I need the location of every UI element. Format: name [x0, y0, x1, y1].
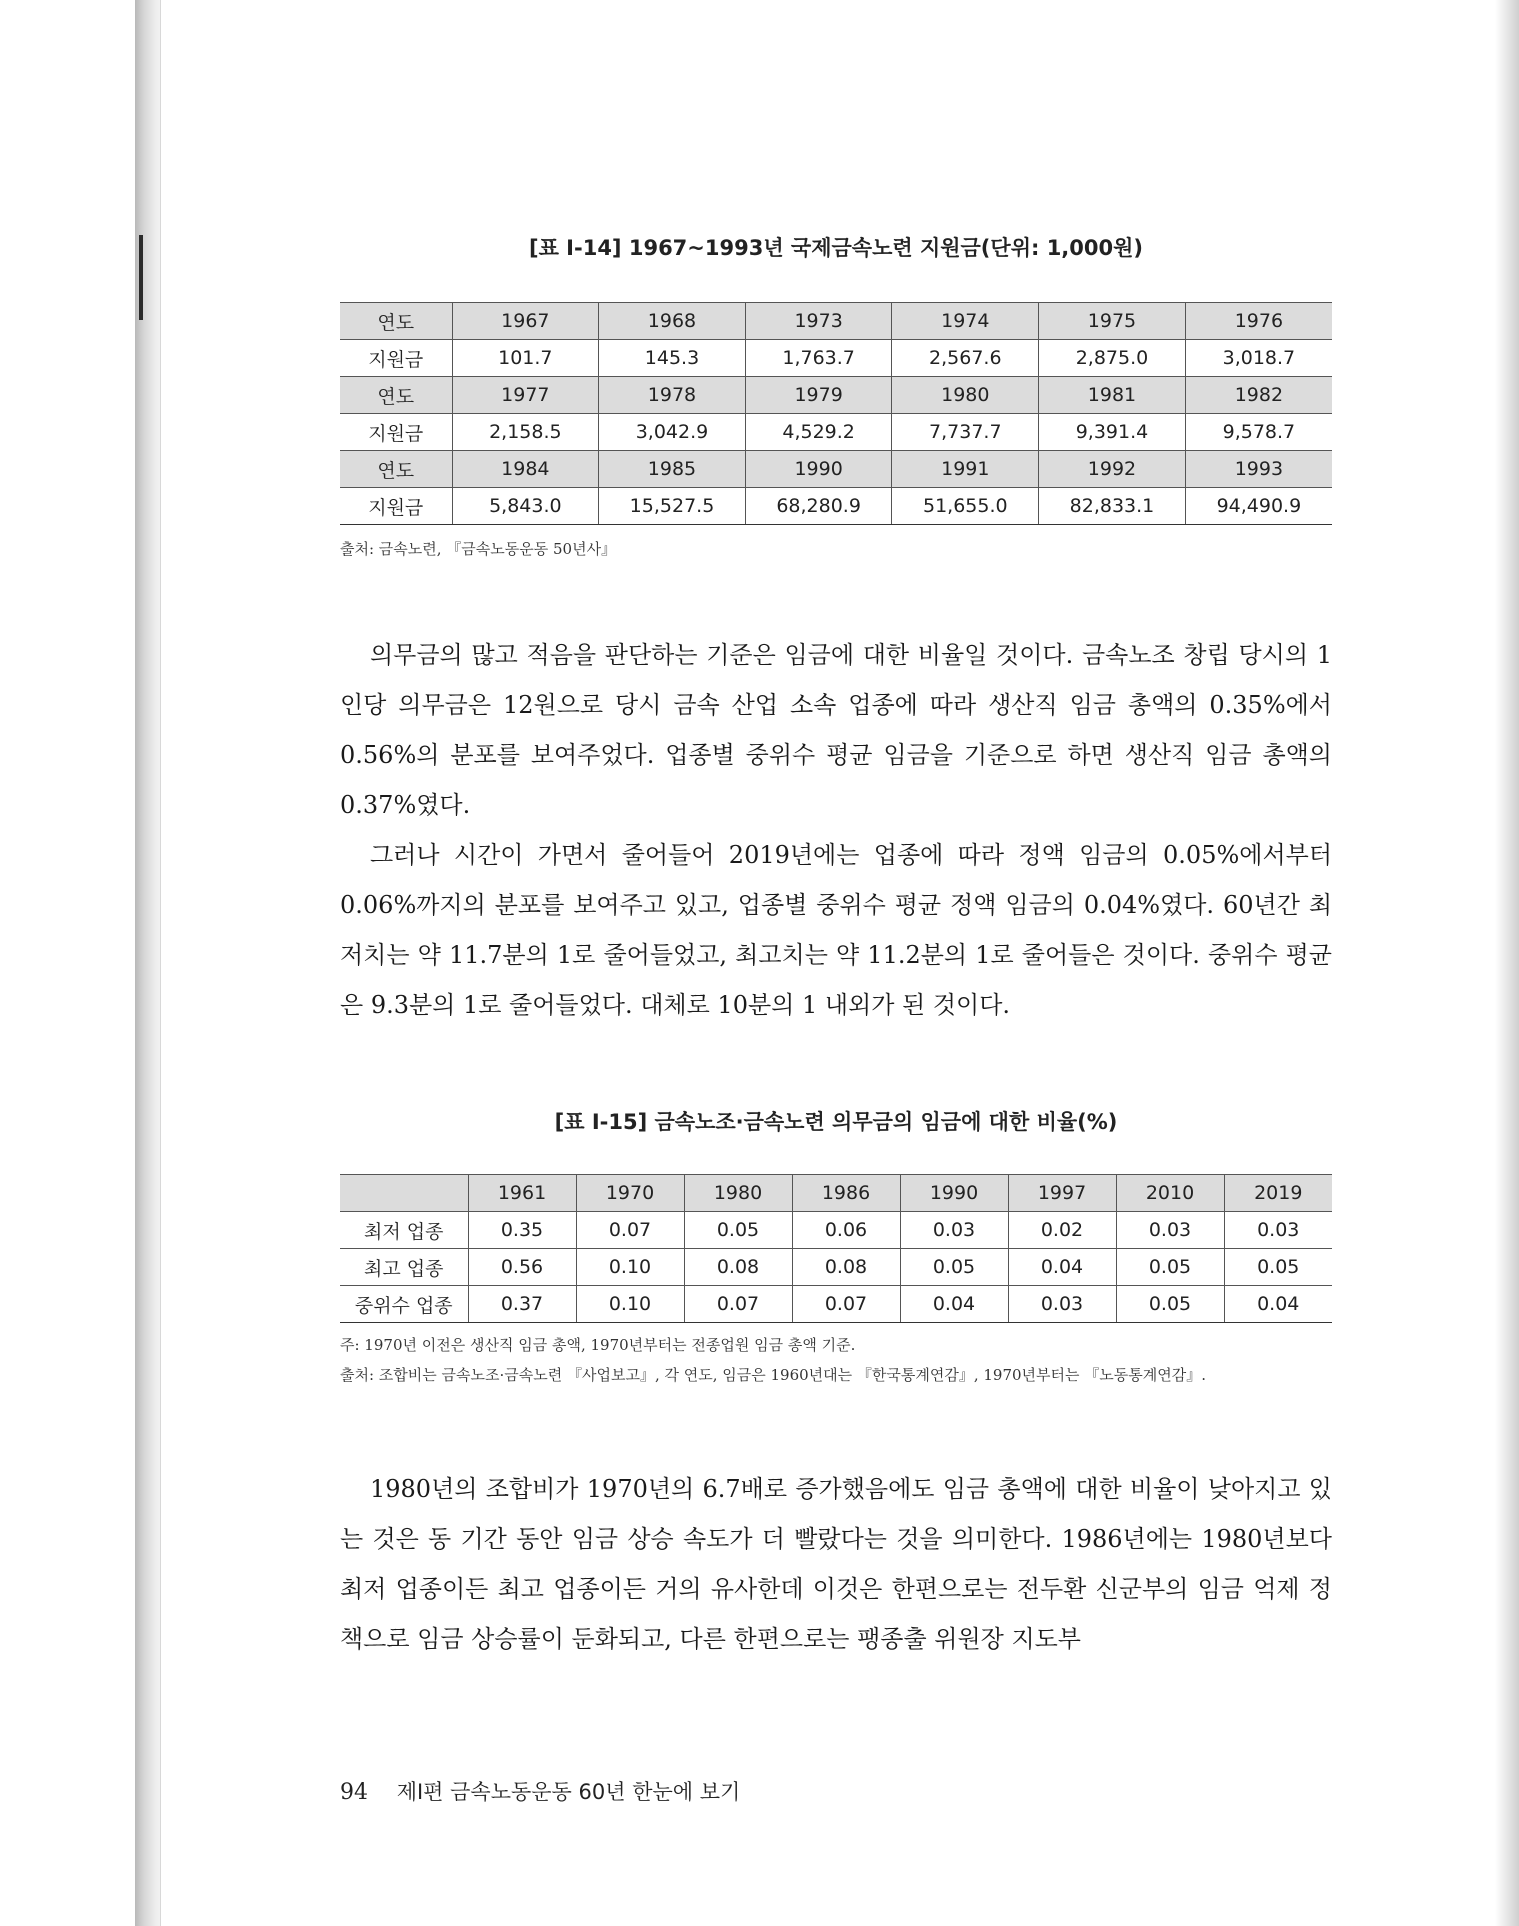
table-cell: 1973 — [745, 303, 892, 340]
table-cell: 0.07 — [792, 1286, 900, 1323]
table-cell: 0.03 — [1008, 1286, 1116, 1323]
table-cell: 0.03 — [1224, 1212, 1332, 1249]
body-text-2 — [340, 1464, 1332, 1664]
table-cell: 5,843.0 — [452, 488, 599, 525]
table-cell: 0.10 — [576, 1249, 684, 1286]
table1 — [340, 302, 1332, 525]
table-cell: 1974 — [892, 303, 1039, 340]
table-cell: 1968 — [599, 303, 746, 340]
table-header-cell: 1970 — [576, 1175, 684, 1212]
table-cell: 15,527.5 — [599, 488, 746, 525]
table-cell: 0.08 — [684, 1249, 792, 1286]
table-cell: 3,018.7 — [1185, 340, 1332, 377]
body-text-1 — [340, 630, 1332, 1030]
table-cell: 0.08 — [792, 1249, 900, 1286]
table2-note: 주: 1970년 이전은 생산직 임금 총액, 1970년부터는 전종업원 임금 총액 기준. — [340, 1336, 856, 1354]
table1-source: 출처: 금속노련, 『금속노동운동 50년사』 — [340, 540, 617, 558]
page-edge-shadow — [1495, 0, 1519, 1926]
table-cell: 0.05 — [684, 1212, 792, 1249]
table-row — [340, 451, 1332, 488]
table-cell: 지원금 — [340, 488, 452, 525]
table-cell: 4,529.2 — [745, 414, 892, 451]
table-cell: 1979 — [745, 377, 892, 414]
table-cell: 1985 — [599, 451, 746, 488]
binding-mark — [139, 235, 143, 320]
table1-caption: [표 Ⅰ-14] 1967~1993년 국제금속노련 지원금(단위: 1,000원) — [528, 236, 1143, 260]
paragraph: 의무금의 많고 적음을 판단하는 기준은 임금에 대한 비율일 것이다. 금속노조 창립 당시의 1인당 의무금은 12원으로 당시 금속 산업 소속 업종에 따라 생산직 임금 총액의 0.35%에서 0.56%의 분포를 보여주었다. 업종별 중위수 평균 임금을 기준으로 하면 생산직 임금 총액의 0.37%였다. — [340, 641, 1332, 819]
table2-source: 출처: 조합비는 금속노조·금속노련 『사업보고』, 각 연도, 임금은 1960년대는 『한국통계연감』, 1970년부터는 『노동통계연감』. — [340, 1366, 1206, 1384]
table-cell: 0.05 — [1224, 1249, 1332, 1286]
table-cell: 9,578.7 — [1185, 414, 1332, 451]
table-row — [340, 1286, 1332, 1323]
table-cell: 최고 업종 — [340, 1249, 468, 1286]
table-cell: 0.05 — [900, 1249, 1008, 1286]
table-cell: 0.07 — [576, 1212, 684, 1249]
table-cell: 0.06 — [792, 1212, 900, 1249]
table-header-cell: 2010 — [1116, 1175, 1224, 1212]
table-cell: 0.04 — [900, 1286, 1008, 1323]
table-cell: 1992 — [1039, 451, 1186, 488]
table-cell: 0.07 — [684, 1286, 792, 1323]
table-cell: 1,763.7 — [745, 340, 892, 377]
table-cell: 2,158.5 — [452, 414, 599, 451]
table-cell: 1981 — [1039, 377, 1186, 414]
table-cell: 0.04 — [1224, 1286, 1332, 1323]
table-header-cell: 2019 — [1224, 1175, 1332, 1212]
table-row — [340, 1212, 1332, 1249]
table-header-cell: 1980 — [684, 1175, 792, 1212]
table-cell: 1978 — [599, 377, 746, 414]
table-row — [340, 340, 1332, 377]
section-title: 제Ⅰ편 금속노동운동 60년 한눈에 보기 — [396, 1780, 741, 1804]
table-cell: 0.37 — [468, 1286, 576, 1323]
table-header-cell: 1961 — [468, 1175, 576, 1212]
table-cell: 0.56 — [468, 1249, 576, 1286]
table-cell: 0.35 — [468, 1212, 576, 1249]
table-cell: 1990 — [745, 451, 892, 488]
table-cell: 51,655.0 — [892, 488, 1039, 525]
table-cell: 0.02 — [1008, 1212, 1116, 1249]
table-cell: 2,875.0 — [1039, 340, 1186, 377]
table-cell: 연도 — [340, 303, 452, 340]
table-cell: 2,567.6 — [892, 340, 1039, 377]
table-cell: 0.05 — [1116, 1249, 1224, 1286]
table-row — [340, 377, 1332, 414]
table-row — [340, 488, 1332, 525]
table-header-cell — [340, 1175, 468, 1212]
table-row — [340, 1249, 1332, 1286]
table2 — [340, 1174, 1332, 1323]
table-cell: 1980 — [892, 377, 1039, 414]
table-cell: 0.10 — [576, 1286, 684, 1323]
table-cell: 0.03 — [1116, 1212, 1224, 1249]
table-cell: 지원금 — [340, 414, 452, 451]
paragraph: 1980년의 조합비가 1970년의 6.7배로 증가했음에도 임금 총액에 대한 비율이 낮아지고 있는 것은 동 기간 동안 임금 상승 속도가 더 빨랐다는 것을 의미한다. 1986년에는 1980년보다 최저 업종이든 최고 업종이든 거의 유사한데 이것은 한편으로는 전두환 신군부의 임금 억제 정책으로 임금 상승률이 둔화되고, 다른 한편으로는 팽종출 위원장 지도부 — [340, 1475, 1332, 1653]
table-cell: 1975 — [1039, 303, 1186, 340]
table-cell: 연도 — [340, 451, 452, 488]
table2-caption: [표 Ⅰ-15] 금속노조·금속노련 의무금의 임금에 대한 비율(%) — [554, 1110, 1118, 1134]
table-cell: 지원금 — [340, 340, 452, 377]
page-number: 94 — [340, 1780, 368, 1805]
table-cell: 1982 — [1185, 377, 1332, 414]
table-header-cell: 1986 — [792, 1175, 900, 1212]
table-cell: 최저 업종 — [340, 1212, 468, 1249]
table-header-cell: 1990 — [900, 1175, 1008, 1212]
table-cell: 1976 — [1185, 303, 1332, 340]
table-cell: 3,042.9 — [599, 414, 746, 451]
page-footer — [340, 1776, 740, 1806]
table-cell: 7,737.7 — [892, 414, 1039, 451]
table-cell: 68,280.9 — [745, 488, 892, 525]
table-cell: 1991 — [892, 451, 1039, 488]
table-cell: 0.03 — [900, 1212, 1008, 1249]
table-cell: 94,490.9 — [1185, 488, 1332, 525]
table-cell: 1967 — [452, 303, 599, 340]
table-cell: 82,833.1 — [1039, 488, 1186, 525]
table-cell: 9,391.4 — [1039, 414, 1186, 451]
table-cell: 1993 — [1185, 451, 1332, 488]
table-cell: 1977 — [452, 377, 599, 414]
table-cell: 101.7 — [452, 340, 599, 377]
table-cell: 0.05 — [1116, 1286, 1224, 1323]
table-cell: 중위수 업종 — [340, 1286, 468, 1323]
paragraph: 그러나 시간이 가면서 줄어들어 2019년에는 업종에 따라 정액 임금의 0.05%에서부터 0.06%까지의 분포를 보여주고 있고, 업종별 중위수 평균 정액 임금의 0.04%였다. 60년간 최저치는 약 11.7분의 1로 줄어들었고, 최고치는 약 11.2분의 1로 줄어들은 것이다. 중위수 평균은 9.3분의 1로 줄어들었다. 대체로 10분의 1 내외가 된 것이다. — [340, 841, 1332, 1019]
table-row — [340, 414, 1332, 451]
table-cell: 연도 — [340, 377, 452, 414]
table-cell: 0.04 — [1008, 1249, 1116, 1286]
table-row — [340, 303, 1332, 340]
table-header-cell: 1997 — [1008, 1175, 1116, 1212]
table-header-row — [340, 1175, 1332, 1212]
table-cell: 1984 — [452, 451, 599, 488]
table-cell: 145.3 — [599, 340, 746, 377]
